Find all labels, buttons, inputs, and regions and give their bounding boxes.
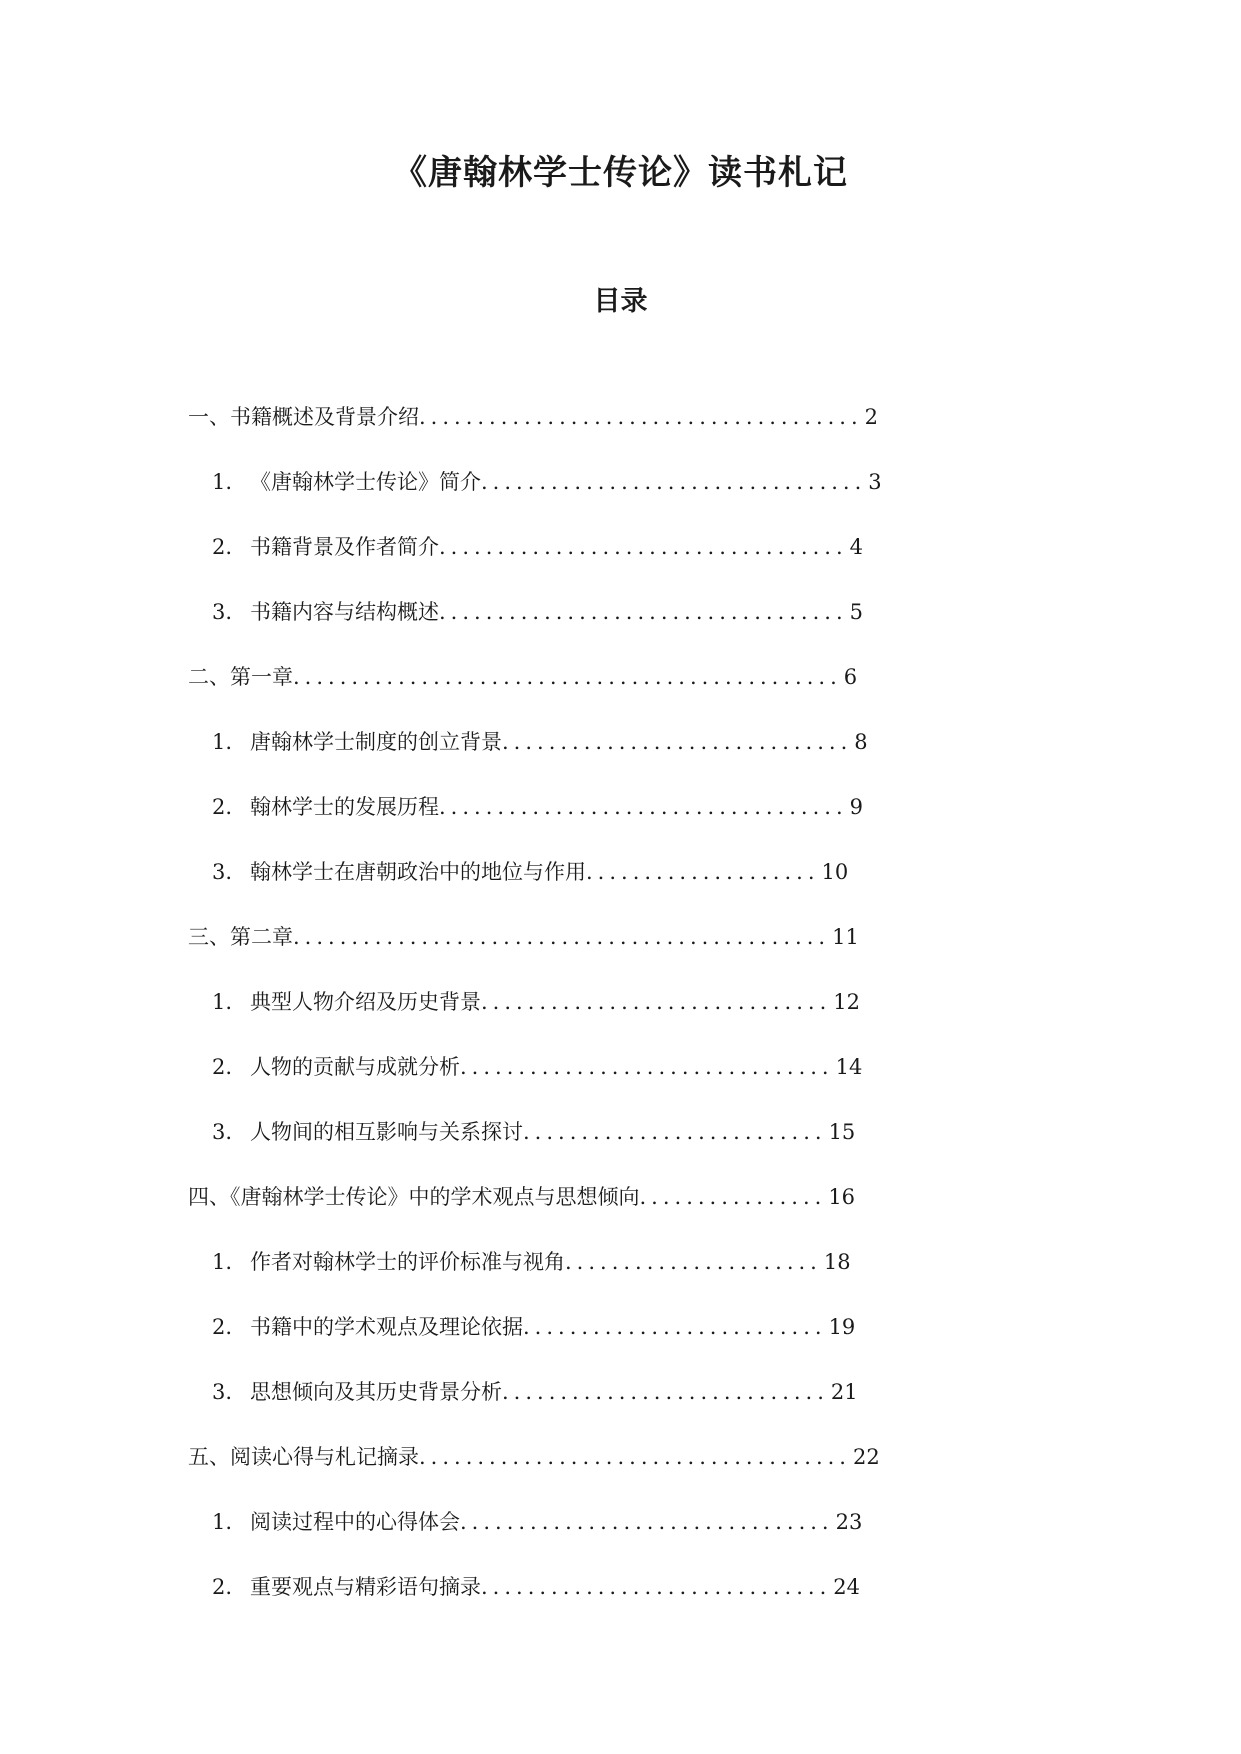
toc-entry-number: 2.: [212, 1314, 233, 1339]
toc-page-number: 15: [828, 1119, 856, 1144]
document-title: 《唐翰林学士传论》读书札记: [393, 153, 848, 193]
toc-chapter-entry[interactable]: [188, 1424, 1008, 1489]
toc-entry-title: 书籍背景及作者简介: [250, 534, 439, 559]
toc-entry-number: 1.: [212, 729, 233, 754]
toc-entry-number: 2.: [212, 1574, 233, 1599]
toc-section-entry[interactable]: [188, 1294, 1008, 1359]
toc-entry-title: 作者对翰林学士的评价标准与视角: [250, 1249, 565, 1274]
toc-section-entry[interactable]: [188, 449, 1008, 514]
toc-page-number: 21: [830, 1379, 858, 1404]
toc-page-number: 2: [864, 404, 879, 429]
toc-entry-title: 一、书籍概述及背景介绍: [188, 404, 419, 429]
toc-entry-number: 1.: [212, 989, 233, 1014]
toc-entry-title: 阅读过程中的心得体会: [250, 1509, 460, 1534]
toc-entry-title: 五、阅读心得与札记摘录: [188, 1444, 419, 1469]
toc-dot-leader: ....................: [586, 859, 820, 884]
toc-dot-leader: .................................: [481, 469, 867, 494]
toc-entry-title: 人物间的相互影响与关系探讨: [250, 1119, 523, 1144]
toc-dot-leader: ..........................: [523, 1119, 827, 1144]
toc-entry-number: 2.: [212, 534, 233, 559]
toc-section-entry[interactable]: [188, 1229, 1008, 1294]
toc-entry-title: 翰林学士在唐朝政治中的地位与作用: [250, 859, 586, 884]
toc-chapter-entry[interactable]: [188, 384, 1008, 449]
toc-entry-number: 1.: [212, 1249, 233, 1274]
toc-entry-title: 三、第二章: [188, 924, 293, 949]
toc-entry-number: 1.: [212, 469, 233, 494]
toc-entry-number: 2.: [212, 794, 233, 819]
toc-page-number: 24: [833, 1574, 860, 1599]
toc-dot-leader: ..............................: [502, 729, 853, 754]
toc-dot-leader: ...................................: [439, 534, 848, 559]
toc-heading: 目录: [593, 286, 648, 317]
toc-dot-leader: ...................................: [439, 599, 848, 624]
toc-page-number: 23: [835, 1509, 863, 1534]
toc-page-number: 10: [821, 859, 849, 884]
toc-section-entry[interactable]: [188, 514, 1008, 579]
toc-page-number: 4: [849, 534, 864, 559]
toc-page-number: 18: [823, 1249, 851, 1274]
toc-entry-title: 书籍中的学术观点及理论依据: [250, 1314, 523, 1339]
toc-dot-leader: ..........................: [523, 1314, 827, 1339]
toc-page-number: 9: [849, 794, 864, 819]
toc-dot-leader: ................: [639, 1184, 827, 1209]
toc-page-number: 19: [828, 1314, 856, 1339]
toc-entry-number: 3.: [212, 859, 233, 884]
toc-entry-title: 典型人物介绍及历史背景: [250, 989, 481, 1014]
toc-dot-leader: .....................................: [419, 1444, 851, 1469]
table-of-contents: [188, 384, 1008, 1619]
toc-section-entry[interactable]: [188, 1034, 1008, 1099]
toc-entry-number: 3.: [212, 1119, 233, 1144]
toc-page-number: 3: [868, 469, 882, 494]
toc-dot-leader: ......................: [565, 1249, 822, 1274]
toc-entry-title: 书籍内容与结构概述: [250, 599, 439, 624]
toc-section-entry[interactable]: [188, 839, 1008, 904]
toc-chapter-entry[interactable]: [188, 644, 1008, 709]
toc-section-entry[interactable]: [188, 774, 1008, 839]
toc-section-entry[interactable]: [188, 1099, 1008, 1164]
toc-chapter-entry[interactable]: [188, 1164, 1008, 1229]
toc-dot-leader: ...............................................: [293, 664, 842, 689]
toc-entry-title: 人物的贡献与成就分析: [250, 1054, 460, 1079]
toc-page-number: 14: [835, 1054, 863, 1079]
toc-section-entry[interactable]: [188, 1489, 1008, 1554]
toc-entry-title: 翰林学士的发展历程: [250, 794, 439, 819]
toc-entry-title: 四、《唐翰林学士传论》中的学术观点与思想倾向: [188, 1184, 640, 1209]
toc-dot-leader: ..............................: [481, 989, 832, 1014]
toc-section-entry[interactable]: [188, 709, 1008, 774]
toc-section-entry[interactable]: [188, 969, 1008, 1034]
toc-page-number: 8: [854, 729, 868, 754]
toc-entry-title: 唐翰林学士制度的创立背景: [250, 729, 502, 754]
toc-page-number: 22: [853, 1444, 880, 1469]
toc-page-number: 5: [849, 599, 864, 624]
toc-page-number: 16: [828, 1184, 856, 1209]
toc-dot-leader: ............................: [502, 1379, 829, 1404]
toc-entry-title: 二、第一章: [188, 664, 293, 689]
toc-entry-number: 1.: [212, 1509, 233, 1534]
toc-page-number: 11: [832, 924, 859, 949]
toc-entry-title: 重要观点与精彩语句摘录: [250, 1574, 481, 1599]
toc-chapter-entry[interactable]: [188, 904, 1008, 969]
toc-dot-leader: ................................: [460, 1509, 834, 1534]
toc-entry-number: 3.: [212, 1379, 233, 1404]
toc-page-number: 12: [833, 989, 860, 1014]
toc-entry-number: 2.: [212, 1054, 233, 1079]
toc-dot-leader: ..............................: [481, 1574, 832, 1599]
toc-entry-title: 思想倾向及其历史背景分析: [250, 1379, 502, 1404]
toc-page-number: 6: [843, 664, 858, 689]
toc-section-entry[interactable]: [188, 1359, 1008, 1424]
toc-dot-leader: ..............................................: [293, 924, 831, 949]
toc-entry-title: 《唐翰林学士传论》简介: [250, 469, 481, 494]
toc-section-entry[interactable]: [188, 579, 1008, 644]
toc-dot-leader: ......................................: [419, 404, 863, 429]
toc-dot-leader: ................................: [460, 1054, 834, 1079]
toc-dot-leader: ...................................: [439, 794, 848, 819]
toc-section-entry[interactable]: [188, 1554, 1008, 1619]
toc-entry-number: 3.: [212, 599, 233, 624]
